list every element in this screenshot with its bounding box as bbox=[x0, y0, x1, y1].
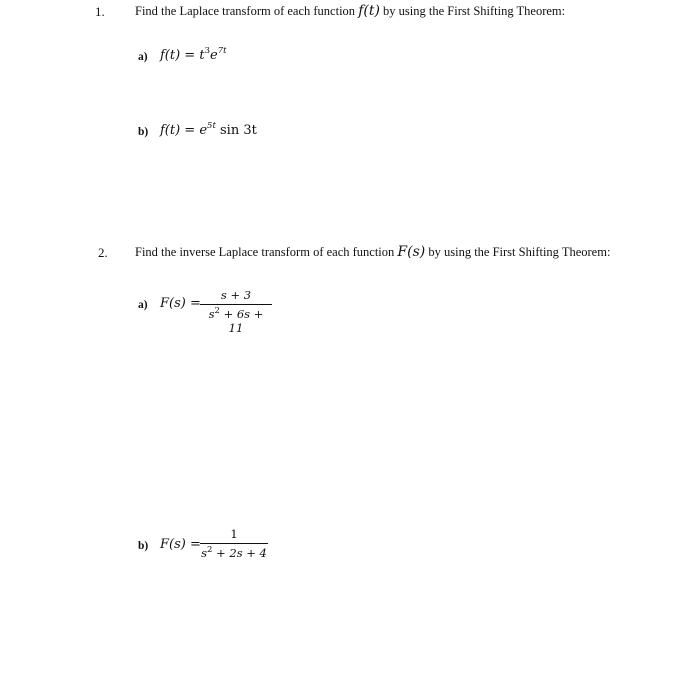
question-2-text bbox=[135, 244, 610, 260]
q2-part-a-denominator: $s^2 + 6s + 11$ bbox=[208, 306, 264, 335]
q2-part-a-fraction bbox=[200, 288, 272, 335]
question-2-number: 2. bbox=[98, 245, 108, 260]
q2-part-b-fraction bbox=[200, 527, 268, 560]
question-1-number: 1. bbox=[95, 4, 105, 19]
question-1-function: f(t) bbox=[358, 3, 380, 19]
q1-part-b-equation: $f(t) = e^{5t}$ sin 3t bbox=[160, 121, 257, 138]
question-2-text-before: Find the inverse Laplace transform of each function bbox=[135, 245, 398, 259]
question-1-text bbox=[135, 3, 565, 19]
q1-part-a-label: a) bbox=[138, 51, 148, 63]
q2-part-a-numerator: s + 3 bbox=[220, 288, 252, 302]
question-2-function: F(s) bbox=[397, 244, 426, 260]
question-1-text-after: by using the First Shifting Theorem: bbox=[379, 4, 566, 18]
q2-part-b-label: b) bbox=[138, 540, 149, 552]
q1-part-b-label: b) bbox=[138, 126, 149, 138]
q2-part-b-lhs: F(s) = bbox=[160, 537, 201, 552]
q2-part-a-label: a) bbox=[138, 299, 148, 311]
q2-part-b-numerator: 1 bbox=[230, 527, 238, 541]
question-2-text-after: by using the First Shifting Theorem: bbox=[425, 245, 611, 259]
q2-part-a-lhs: F(s) = bbox=[160, 296, 201, 311]
question-1-text-before: Find the Laplace transform of each function bbox=[135, 4, 359, 18]
q2-part-b-denominator: $s^2 + 2s + 4$ bbox=[201, 545, 267, 560]
q1-part-a-equation: $f(t) = t^3e^{7t}$ bbox=[160, 46, 227, 63]
